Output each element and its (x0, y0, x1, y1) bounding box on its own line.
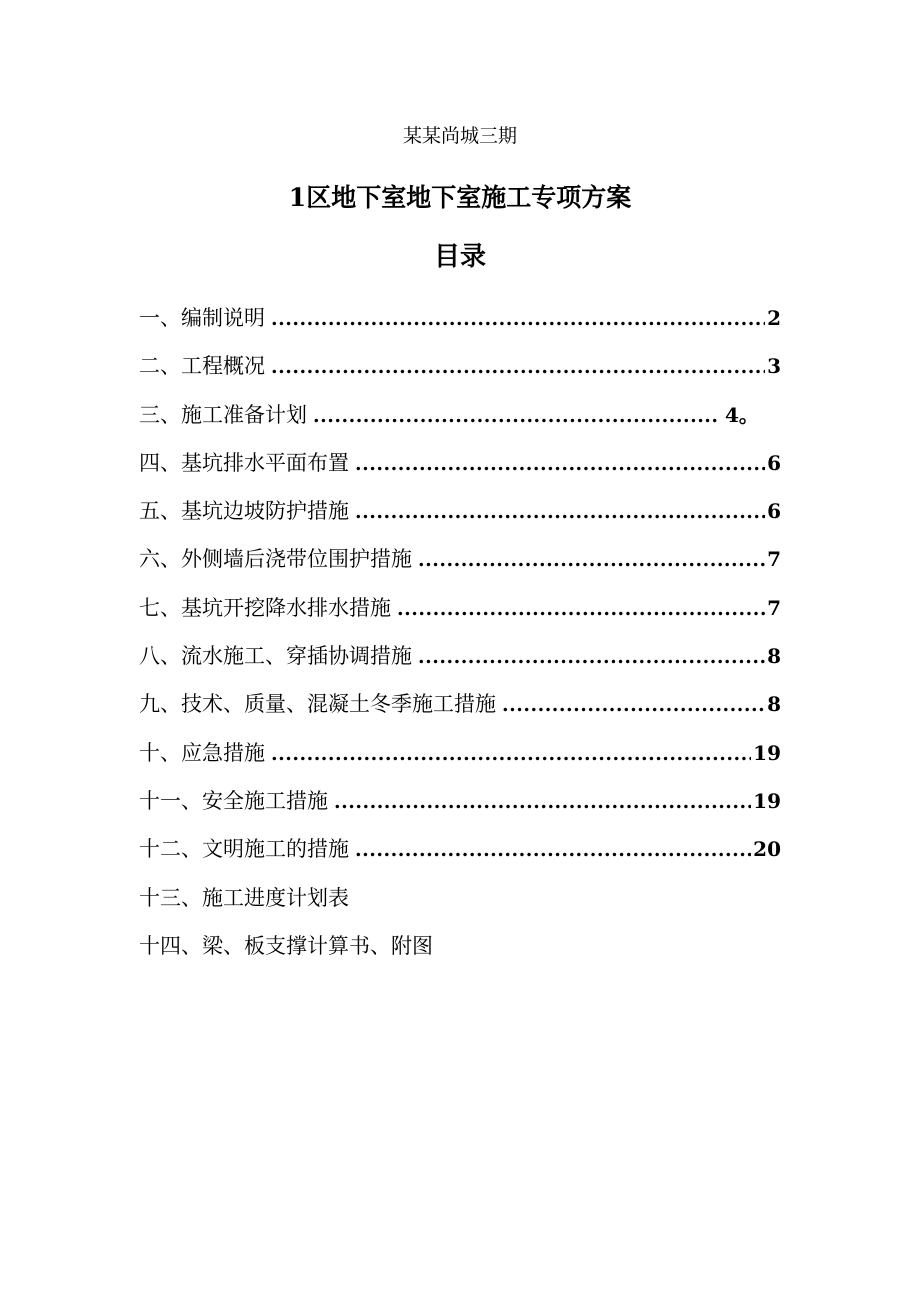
toc-page-number: 8 (767, 644, 781, 669)
toc-entry-title: 三、施工准备计划 (139, 402, 307, 427)
toc-page-number: 7 (767, 547, 781, 572)
toc-page-number: 6 (767, 499, 781, 524)
toc-page-number: 3 (767, 354, 781, 379)
toc-dot-leader (418, 641, 765, 673)
toc-entry[interactable] (139, 302, 781, 350)
toc-entry-title: 九、技术、质量、混凝土冬季施工措施 (139, 692, 496, 717)
project-name: 某某尚城三期 (402, 125, 517, 147)
toc-entry-title: 十、应急措施 (139, 740, 265, 765)
toc-dot-leader (271, 738, 751, 770)
toc-entry-title: 十四、梁、板支撑计算书、附图 (139, 933, 433, 958)
toc-entry-title: 四、基坑排水平面布置 (139, 450, 349, 475)
toc-dot-leader (355, 496, 765, 528)
toc-dot-leader (502, 689, 765, 721)
toc-page-number: 19 (753, 740, 781, 765)
toc-page-number: 6 (767, 450, 781, 475)
toc-entry-title: 一、编制说明 (139, 306, 265, 330)
toc-entry[interactable] (139, 833, 781, 881)
toc-entry[interactable] (139, 640, 781, 688)
toc-entry[interactable] (139, 737, 781, 785)
toc-entry[interactable] (139, 930, 781, 978)
toc-entry[interactable] (139, 592, 781, 640)
toc-entry[interactable] (139, 350, 781, 398)
toc-entry[interactable] (139, 399, 781, 447)
toc-dot-leader (271, 303, 765, 335)
toc-page-number: 2 (767, 306, 781, 330)
toc-page-number: 7 (767, 595, 781, 620)
toc-page-number: 4。 (725, 402, 759, 427)
toc-dot-leader (334, 786, 751, 818)
toc-entry[interactable] (139, 543, 781, 591)
toc-entry-title: 七、基坑开挖降水排水措施 (139, 595, 391, 620)
toc-dot-leader (418, 544, 765, 576)
toc-dot-leader (313, 400, 717, 432)
toc-entry[interactable] (139, 882, 781, 930)
toc-entry[interactable] (139, 495, 781, 543)
toc-page-number: 20 (753, 837, 781, 862)
toc-entry[interactable] (139, 688, 781, 736)
toc-dot-leader (355, 448, 765, 480)
table-of-contents (139, 302, 781, 978)
toc-dot-leader (271, 351, 765, 383)
toc-heading: 目录 (433, 242, 486, 272)
toc-entry[interactable] (139, 447, 781, 495)
toc-page-number: 19 (753, 788, 781, 813)
toc-entry-title: 十一、安全施工措施 (139, 788, 328, 813)
toc-dot-leader (397, 593, 765, 625)
toc-entry-title: 二、工程概况 (139, 354, 265, 379)
toc-dot-leader (355, 834, 751, 866)
toc-page-number: 8 (767, 692, 781, 717)
toc-entry-title: 五、基坑边坡防护措施 (139, 499, 349, 524)
document-title: 1区地下室地下室施工专项方案 (288, 183, 632, 212)
toc-entry-title: 十二、文明施工的措施 (139, 837, 349, 862)
toc-entry-title: 十三、施工进度计划表 (139, 885, 349, 910)
toc-entry-title: 六、外侧墙后浇带位围护措施 (139, 547, 412, 572)
toc-entry-title: 八、流水施工、穿插协调措施 (139, 644, 412, 669)
toc-entry[interactable] (139, 785, 781, 833)
